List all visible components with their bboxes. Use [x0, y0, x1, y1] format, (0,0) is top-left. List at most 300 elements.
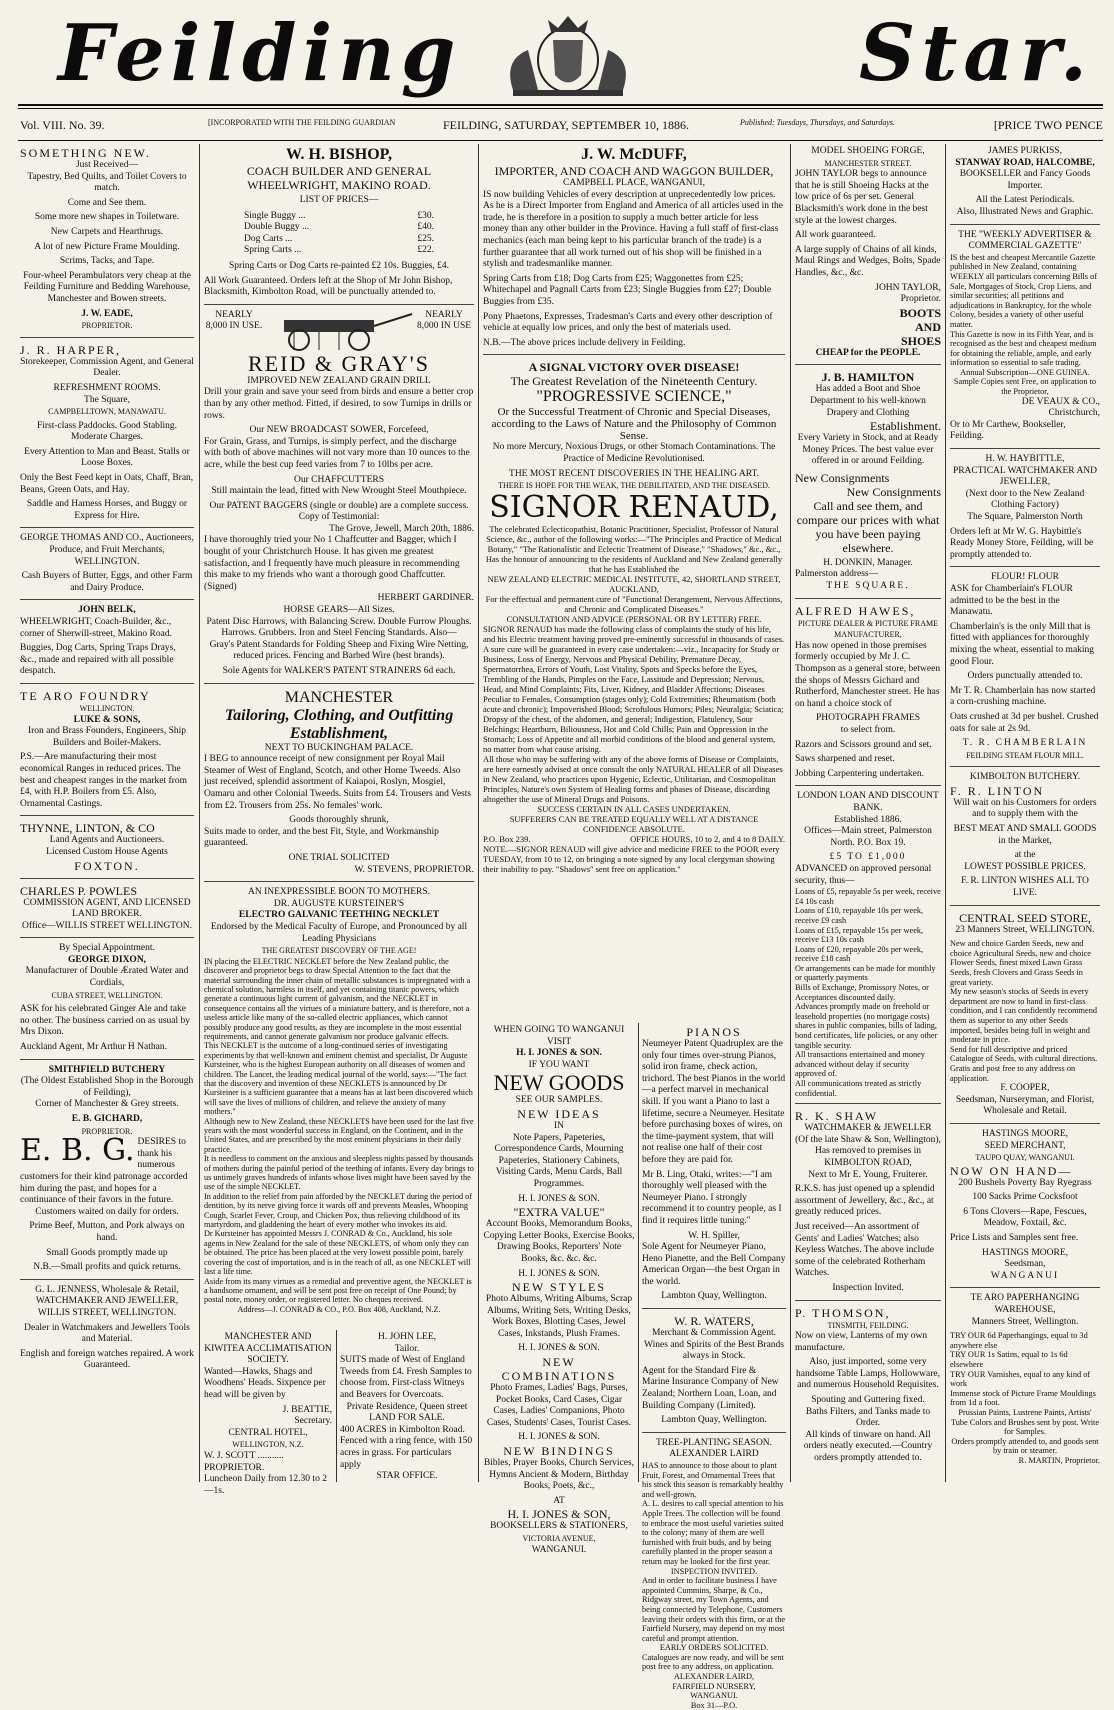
ad-text: All the Latest Periodicals.	[975, 195, 1075, 206]
ad-text: Bibles, Prayer Books, Church Services, Hymns Ancient & Modern, Birthday Books, Poets, &c.,	[483, 1458, 635, 1492]
ad-heading: PHOTOGRAPH FRAMES	[815, 713, 921, 724]
loan-table	[795, 887, 941, 1098]
ad-heading: GEORGE THOMAS AND CO., Auctioneers, Produce, and Fruit Merchants, WELLINGTON.	[20, 533, 194, 567]
ad-paragraph: SIGNOR RENAUD has made the following class of complaints the study of his life, and his Electric treatment having proved pre-eminently successful in thousands of cases. A sure cure will be guaranteed in every case undertaken:—viz., Incapacity for Study or Business, Loss of Energy, Nervous and Physical Debility, Premature Decay, Spermatorrhea, Errors of Youth, Lost Vitality, Spots and Specks before the Eyes, Trembling of the Hands, Pimples on the Face, Lassitude and Depression; Nervous, Head, and Mind Complaints; Fits, Liver, Kidney, and Bladder Affections; Diseases Peculiar to Females, Consumption (stages only); Cold Extremities; Rheumatism (both acute and chronic); Impoverished Blood; Scrofulous Humors; Piles; Neuralgia; Sciatica; Dropsy of the chest, of the abdomen, and general; Indigestion, Flatulency, Sour Belchings; Heartburn, Biliousness, Hot and Cold Chills; Pain and Oppression in the Stomach; Loss of Appetite and all morbid conditions of the blood and general system, no matter from what cause arising.	[483, 623, 785, 754]
ad-heading: REFRESHMENT ROOMS.	[53, 382, 161, 393]
column-rule	[638, 1023, 639, 1482]
ad-text: ASK for his celebrated Ginger Ale and take no other. The business carried on as usual by Mrs Dixon.	[20, 1004, 190, 1038]
ad-text: MANCHESTER STREET.	[824, 158, 912, 168]
ad-text: Has added a Boot and Shoe Department to his well-known Drapery and Clothing	[810, 384, 926, 418]
masthead-rule	[18, 104, 1103, 106]
ad-heading: New Consignments	[846, 484, 941, 499]
ad-text: Sole Agents for WALKER'S PATENT STRAINERS 6d each.	[222, 666, 456, 676]
ad-paragraph: SUCCESS CERTAIN IN ALL CASES UNDERTAKEN.	[537, 803, 731, 814]
ad-item: Some more new shapes in Toiletware.	[34, 212, 180, 223]
advertiser-role: PROPRIETOR.	[81, 321, 133, 331]
dateline-rule	[18, 140, 1103, 141]
ad-heading: MANCHESTER AND KIWITEA ACCLIMATISATION SOCIETY.	[204, 1332, 332, 1366]
ad-text: Storekeeper, Commission Agent, and General Dealer.	[20, 356, 194, 379]
ad-subheading: NEXT TO BUCKINGHAM PALACE.	[264, 742, 414, 753]
ad-text: BOOKSELLERS & STATIONERS,	[490, 1521, 628, 1532]
ad-heading: TE ARO FOUNDRY	[20, 688, 151, 703]
advertiser-name: ALEXANDER LAIRD	[669, 1449, 759, 1460]
ad-text: WELLINGTON, N.Z.	[232, 1440, 304, 1450]
ad-text: Orders punctually attended to.	[967, 671, 1083, 682]
drill-banner	[204, 310, 474, 352]
ad-paragraph: ALEXANDER LAIRD,	[673, 1672, 755, 1682]
ad-paragraph: TRY OUR 1s Satins, equal to 1s 6d elsewhere	[950, 1350, 1068, 1369]
ad-text: P.S.—Are manufacturing their most economical Ranges in reduced prices. The best and cheapest ranges in the market from £4, with H.P. Boilers from £5. Also, Ornamental Castings.	[20, 752, 187, 809]
ad-text: Land Agents and Auctioneers.	[49, 835, 165, 846]
ad-text: Neumeyer Patent Quadruplex are the only four times over-strung Pianos, solid iron frame, check action, trichord. The best Pianos in the world—a perfect marvel in mechanical skill. If you want a Piano to last a lifetime, secure a Neumeyer. Hesitate before purchasing boxes of wires, on the time-payment system, that will not realise one half of their cost before they are paid for.	[642, 1039, 786, 1165]
ad-text: Has removed to premises in KIMBOLTON ROAD,	[814, 1146, 922, 1168]
divider	[950, 1123, 1100, 1124]
ad-text: Spouting and Guttering fixed.	[811, 1395, 925, 1406]
ad-heading: AND	[915, 319, 941, 334]
ad-text: TINSMITH, FEILDING.	[827, 1320, 909, 1330]
ad-text: THE GREATEST DISCOVERY OF THE AGE!	[261, 946, 417, 956]
divider	[642, 1432, 786, 1433]
ad-item: 200 Bushels Poverty Bay Ryegrass	[958, 1177, 1092, 1188]
advertiser-name: H. I. JONES & SON.	[518, 1432, 600, 1443]
ad-text: Sole Agent for Neumeyer Piano, Heno Pianette, and the Bell Company American Organ—the best Organ in the world.	[642, 1242, 786, 1287]
ad-heading: NEW BINDINGS	[503, 1444, 615, 1459]
divider	[20, 337, 194, 338]
ad-text: Has now opened in those premises formerly occupied by Mr J. C. Thompson as a general store, between the shops of Messrs Gichard and Rutherford, Manchester street. He has on hand a choice stock of	[795, 640, 941, 709]
advertiser-name: ALFRED HAWES,	[795, 603, 916, 618]
advertiser-name: H. W. HAYBITTLE,	[985, 454, 1065, 465]
ad-paragraph: Annual Subscription—ONE GUINEA. Sample Copies sent Free, on application to the Proprietor,	[953, 367, 1097, 397]
ad-paragraph: IN placing the ELECTRIC NECKLET before the New Zealand public, the discoverer and proprietor begs to draw Special Attention to the fact that the material surrounding the inner chain of metallic substances is impregnated with a chemical solution, harmless in itself, and yet containing titanic powers, which generate a continuous light current of galvanism, and the NECKLET in consequence contains all the virtues of a miniature battery, and is therefore, not a useless article like many of the so-called electric appliances, which cannot possibly produce any good results, as they are incomplete in the most essential requirements, and cannot generate galvanism nor produce galvanic effects.	[204, 956, 471, 1041]
column-4	[795, 146, 941, 1481]
ad-text: Baths Filters, and Tanks made to Order.	[805, 1406, 931, 1429]
ad-text: JOHN TAYLOR begs to announce that he is still Shoeing Hacks at the low price of 6s per set. General Blacksmith's work done in the best style at the lowest charges.	[795, 169, 929, 226]
divider	[20, 1279, 194, 1280]
ad-text: Lambton Quay, Wellington.	[661, 1291, 767, 1302]
ad-text: Jobbing Carpentering undertaken.	[795, 768, 925, 779]
ad-heading: MODEL SHOEING FORGE,	[811, 146, 925, 156]
ad-paragraph: Immense stock of Picture Frame Mouldings from 1d a foot.	[950, 1388, 1096, 1408]
ad-text: Iron and Brass Founders, Engineers, Ship Builders and Boiler-Makers.	[27, 726, 187, 748]
column-rule	[478, 144, 479, 1482]
ad-text: Patent Disc Harrows, with Balancing Screw. Double Furrow Ploughs. Harrows. Grubbers. Iron and Steel Fencing Standards. Also—	[206, 616, 472, 639]
divider	[20, 815, 194, 816]
divider	[20, 683, 194, 684]
ad-text: Auckland Agent, Mr Arthur H Nathan.	[20, 1042, 167, 1053]
ad-text: Agent for the Standard Fire & Marine Insurance Company of New Zealand; Northern Loan, Loan, and Building Company (Limited).	[642, 1365, 779, 1411]
column-rule	[336, 1330, 337, 1482]
ad-text: to select from.	[840, 725, 896, 735]
masthead-title-right: Star.	[859, 8, 1093, 99]
ad-text: CAMPBELLTOWN, MANAWATU.	[48, 407, 166, 417]
ad-text: Now on view, Lanterns of my own manufacture.	[795, 1331, 928, 1353]
advertiser-name: LUKE & SONS,	[73, 714, 141, 725]
ad-heading: PRACTICAL WATCHMAKER AND JEWELLER,	[952, 465, 1098, 488]
ad-text: Corner of Manchester & Grey streets.	[35, 1099, 179, 1110]
ad-subheading: IMPROVED NEW ZEALAND GRAIN DRILL	[247, 375, 431, 386]
divider	[20, 878, 194, 879]
ad-text: Wanted—Hawks, Shags and Woodhens' Heads. Sixpence per head will be given by	[204, 1366, 326, 1400]
ad-text: Price Lists and Samples sent free.	[950, 1233, 1079, 1244]
ad-heading: FLOUR! FLOUR	[991, 572, 1059, 583]
ad-text: The Square,	[84, 394, 130, 405]
ad-text: Just Received—	[75, 160, 138, 170]
ad-text: STAR OFFICE.	[376, 1471, 438, 1482]
ad-text: Our PATENT BAGGERS (single or double) are a complete success. Copy of Testimonial:	[209, 500, 469, 523]
ad-heading: "EXTRA VALUE"	[513, 1205, 605, 1220]
ad-paragraph: SUFFERERS CAN BE TREATED EQUALLY WELL AT A DISTANCE CONFIDENCE ABSOLUTE.	[509, 813, 759, 834]
ad-item: Small Goods promptly made up	[46, 1247, 168, 1258]
ad-text: F. R. LINTON WISHES ALL TO LIVE.	[961, 876, 1089, 899]
ad-paragraph: And in order to facilitate business I have appointed Cummins, Sharpe, & Co., Ridgway street, my Town Agents, and being connected by Telephone, Customers leaving their orders with this firm, or at the Fairfield Nursery, may depend on my most careful and prompt attention.	[642, 1576, 786, 1643]
ad-text: VICTORIA AVENUE,	[522, 1534, 596, 1543]
ad-text: R.K.S. has just opened up a splendid assortment of Jewellery, &c., &c., at greatly reduced prices.	[795, 1184, 935, 1218]
ad-text: Next to Mr E. Young, Fruiterer.	[808, 1169, 928, 1180]
divider	[20, 527, 194, 528]
divider	[950, 448, 1100, 449]
ad-text: Also, just imported, some very handsome Table Lamps, Hollowware, and numerous Household Requisites.	[796, 1357, 940, 1391]
ad-subheading: CAMPBELL PLACE, WANGANUI,	[563, 178, 705, 188]
ad-text: Established 1886.	[834, 814, 902, 825]
ad-text: Also, Illustrated News and Graphic.	[956, 206, 1094, 217]
ad-paragraph: TRY OUR Varnishes, equal to any kind of work	[950, 1369, 1091, 1389]
ad-item: Saddle and Harness Horses, and Buggy or Express for Hire.	[26, 499, 188, 521]
ad-item: Come and See them.	[67, 197, 147, 208]
tailor-land-ad	[340, 1332, 474, 1482]
ad-text: I BEG to announce receipt of new consignment per Royal Mail Steamer of West of England, Scotch, and other Home Tweeds. Also just received, splendid assortment of Kaiapoi, Roslyn, Mosgiel, Oamaru and other Colonial Tweeds. Suits from £4. Trousers and Vests from £2. Trousers from 25s. No females' work.	[204, 754, 472, 811]
ad-text: The Square, Palmerston North	[967, 512, 1083, 522]
ad-paragraph: New and choice Garden Seeds, new and choice Agricultural Seeds, new and choice Flower Seeds, finest mixed Lawn Grass Seeds, fresh Clovers and Grass Seeds in great variety.	[950, 939, 1091, 987]
divider	[483, 354, 785, 355]
ad-heading: SIGNOR RENAUD,	[489, 489, 779, 525]
masthead-title-left: Feilding	[58, 8, 462, 99]
ad-paragraph: A. L. desires to call special attention to his Apple Trees. The collection will be found to embrace the most useful varieties suited to the colony; many of them are well furnished with fruit buds, and by being carefully planted in the proper season a return may be looked for the first year.	[642, 1499, 784, 1566]
ad-text: Goods thoroughly shrunk,	[289, 815, 389, 826]
acclimatisation-ad	[204, 1332, 332, 1496]
ad-paragraph: Has the honour of announcing to the residents of Auckland and New Zealand generally that he has Established the	[485, 553, 783, 574]
column-rule	[199, 144, 200, 1482]
jones-ad	[483, 1025, 635, 1555]
ad-heading: CHARLES P. POWLES	[20, 883, 138, 898]
ad-heading: Tailoring, Clothing, and Outfitting Establishment,	[224, 706, 454, 742]
ad-paragraph: Dr Kursteiner has appointed Messrs J. CONRAD & Co., Auckland, his sole agents in New Zealand for the sale of these NECKLETS, of whom only they can be obtained. The price has been placed at the very lowest possible point, barely covering the cost of importation, and is in the reach of all, as one NECKLET will last a life time.	[204, 1229, 471, 1277]
ad-text: Wines and Spirits of the Best Brands always in Stock.	[644, 1339, 784, 1362]
ad-text: Buggies, Dog Carts, Spring Traps Drays, &c., made and repaired with all possible despatch.	[20, 643, 176, 677]
ad-paragraph: This NECKLET is the outcome of a long-continued series of investigating experiments by that well-known and eminent chemist and specialist, Dr Auguste Kursteiner, who is the highest European authority on all diseases of women and children. The Lancet, the leading medical journal of the world, says:—"The fact that the discovery and invention of these NECKLETS is announced by Dr Kursteiner is a sufficient guarantee that a means has at last been discovered which will save the lives of millions of children, and relieve the anxiety of many mothers."	[204, 1041, 473, 1117]
ad-paragraph: All communications treated as strictly confidential.	[795, 1079, 922, 1098]
ad-heading: MANCHESTER	[284, 688, 394, 706]
ad-text: Spring Carts from £18; Dog Carts from £25; Waggonettes from £25; Whitechapel and Pagnall Carts from £23; Single Buggies from £27; Double Buggies from £35.	[483, 273, 772, 307]
advertiser-name: HASTINGS MOORE,	[981, 1247, 1069, 1258]
ad-text: Photo Frames, Ladies' Bags, Purses, Pocket Books, Card Cases, Cigar Cases, Ladies' Companions, Photo Cases, Students' Cases, Tourist Cases.	[486, 1383, 632, 1428]
ad-heading: NEW STYLES	[511, 1280, 607, 1295]
ad-text: Still maintain the lead, fitted with New Wrought Steel Mouthpiece.	[211, 486, 467, 497]
ad-text: IN	[553, 1120, 565, 1131]
ad-heading: AN INEXPRESSIBLE BOON TO MOTHERS.	[247, 887, 430, 898]
in-use-left: NEARLY 8,000 IN USE.	[205, 309, 263, 332]
ad-paragraph: All those who may be suffering with any of the above forms of Disease or Complaints, are here earnestly advised at once consult the only NATURAL HEALER of all Diseases in New Zealand, who practices upon Hygenic, Eclectic, Utilitarian, and Cosmopolitan Principles, Nature's own System of Healing forms and phases of Disease, discarding altogether the use of Mineral Drugs and Poisons.	[483, 753, 783, 804]
ad-heading: NEW COMBINATIONS	[501, 1355, 617, 1384]
ad-heading: SHOES	[900, 333, 941, 348]
advertiser-name: W. R. WATERS,	[674, 1314, 754, 1329]
ad-item: Customers waited on daily for orders.	[35, 1206, 179, 1217]
advertiser-name: HASTINGS MOORE,	[981, 1128, 1069, 1139]
price-row: Single Buggy ... £30.	[244, 210, 434, 221]
advertiser-name: J. BEATTIE,	[282, 1404, 332, 1415]
divider	[795, 785, 941, 786]
advertiser-name: E. B. GICHARD,	[71, 1114, 143, 1124]
ad-text: A large supply of Chains of all kinds, Maul Rings and Wedges, Bolts, Spade Handles, &c., &c.	[795, 244, 941, 278]
ad-paragraph: NEW ZEALAND ELECTRIC MEDICAL INSTITUTE, 42, SHORTLAND STREET, AUCKLAND,	[487, 573, 781, 594]
ad-text: IF YOU WANT	[528, 1059, 590, 1070]
ad-heading: LAND FOR SALE.	[369, 1413, 445, 1424]
advertiser-name: W. H. Spiller,	[688, 1230, 740, 1241]
ad-text: Manufacturer of Double Ærated Water and Cordials,	[25, 966, 189, 989]
ad-item: Prime Beef, Mutton, and Pork always on hand.	[29, 1221, 185, 1243]
ad-text: BOOKSELLER and Fancy Goods Importer.	[959, 169, 1091, 191]
ad-item: Tapestry, Bed Quilts, and Toilet Covers to match.	[27, 171, 187, 194]
ad-text: LOWEST POSSIBLE PRICES.	[964, 861, 1086, 872]
ad-text: Every Variety in Stock, and at Ready Money Prices. The best value ever offered in or around Feilding.	[797, 433, 939, 467]
issue-date: FEILDING, SATURDAY, SEPTEMBER 10, 1886.	[443, 118, 690, 132]
advertiser-name: J. W. EADE,	[81, 308, 133, 319]
divider	[950, 905, 1100, 906]
ad-text: Office—WILLIS STREET WELLINGTON.	[22, 920, 192, 931]
ad-paragraph: Catalogues are now ready, and will be sent post free to any address, on application.	[642, 1652, 784, 1672]
ad-text: Or the Successful Treatment of Chronic and Special Diseases, according to the Laws of Nature and the Philosophy of Common Sense.	[491, 406, 777, 443]
ad-text: Chamberlain's is the only Mill that is fitted with appliances for thoroughly mixing the wheat, essential to making good Flour.	[950, 621, 1095, 667]
ad-text: THE MOST RECENT DISCOVERIES IN THE HEALING ART.	[509, 468, 759, 479]
loan-row: Loans of £5, repayable 5s per week, receive £4 10s cash	[795, 887, 941, 906]
divider	[795, 598, 941, 599]
ad-text: Licensed Custom House Agents	[46, 846, 168, 857]
ad-text: TAUPO QUAY, WANGANUI.	[975, 1153, 1075, 1163]
advertiser-name: T. R. CHAMBERLAIN	[962, 738, 1088, 749]
pianos-ad	[642, 1025, 786, 1710]
ad-text: CHEAP for the PEOPLE.	[815, 347, 921, 358]
ad-text: WHEN GOING TO WANGANUI VISIT	[493, 1025, 625, 1047]
ad-text: Establishment.	[870, 419, 941, 434]
ad-heading: BOOTS	[899, 305, 941, 320]
ad-heading: COACH BUILDER AND GENERAL WHEELWRIGHT, MAKINO ROAD.	[246, 164, 432, 192]
ad-text: Drill your grain and save your seed from birds and ensure a better crop than by any other method. Fitted, if desired, to sow Turnips in drills or rows.	[204, 387, 474, 421]
renaud-body	[483, 524, 785, 874]
grain-drill-icon	[264, 310, 414, 352]
ad-paragraph: FAIRFIELD NURSERY,	[672, 1681, 756, 1691]
advertiser-name: H. I. JONES & SON.	[516, 1048, 602, 1059]
ad-text: IS now building Vehicles of every description at unprecedentedly low prices. As he is a Direct Importer from England and America of all articles used in the trade, he is therefore in a position to supply a much better article for less money than any other builder in the Province. Having a full staff of first-class mechanics (each man being kept to his particular branch of the trade) is a further guarantee that all work turned out of his shop will be finished in a stylish and tradesmanlike manner.	[483, 189, 783, 270]
ad-text: WANGANUI	[990, 1270, 1060, 1281]
ad-heading: TE ARO PAPERHANGING WAREHOUSE,	[970, 1293, 1080, 1316]
ad-heading: LONDON LOAN AND DISCOUNT BANK.	[797, 791, 939, 813]
ad-text: (The Oldest Established Shop in the Borough of Feilding),	[20, 1076, 194, 1098]
divider	[642, 1308, 786, 1309]
ad-text: Gray's Patent Standards for Folding Sheep and Fixing Wire Netting, reduced prices. Fencing and Barbed Wire (best brands).	[209, 639, 469, 662]
advertiser-name: JOHN BELK,	[78, 605, 136, 616]
ad-text: ADVANCED on approved personal security, thus—	[795, 863, 932, 886]
laird-body	[642, 1461, 786, 1710]
paper-body	[950, 1331, 1100, 1465]
ad-text: All Work Guaranteed. Orders left at the Shop of Mr John Bishop, Blacksmith, Kimbolton Road, will be punctually attended to.	[204, 275, 453, 298]
price-list-title: LIST OF PRICES—	[299, 195, 379, 205]
ad-paragraph: EARLY ORDERS SOLICITED.	[659, 1643, 769, 1653]
ad-text: Private Residence, Queen street	[346, 1401, 468, 1412]
ad-text: BEST MEAT AND SMALL GOODS in the Market,	[953, 824, 1097, 846]
advertiser-name: JAMES PURKISS,	[988, 146, 1062, 156]
advertiser-name: H. DONKIN, Manager.	[823, 557, 913, 568]
ad-text: 400 ACRES in Kimbolton Road. Fenced with a ring fence, with 150 acres in grass. For particulars apply	[340, 1424, 473, 1470]
ad-paragraph: Aside from its many virtues as a remedial and preventive agent, the NECKLET is a handsome ornament, and will be sent post free on receipt of One Pound; by postal note, money order, or registered letter. No cheques received.	[204, 1276, 472, 1305]
divider	[950, 224, 1100, 225]
masthead	[18, 6, 1103, 102]
ad-paragraph: Orders promptly attended to, and goods sent by train or steamer.	[951, 1436, 1099, 1456]
seed-body	[950, 939, 1100, 1083]
ad-item: N.B.—Small profits and quick returns.	[33, 1262, 181, 1273]
advertiser-name: F. R. LINTON	[950, 783, 1045, 798]
ad-paragraph: Prussian Paints, Lustrene Paints, Artists' Tube Colors and Brushes sent by post. Write for Samples.	[950, 1407, 1100, 1437]
ad-text: Lambton Quay, Wellington.	[661, 1415, 767, 1426]
divider	[795, 364, 941, 365]
ad-heading: THYNNE, LINTON, & CO	[20, 821, 155, 836]
ad-subheading: HORSE GEARS—All Sizes.	[283, 605, 395, 616]
advertiser-name: JOHN TAYLOR,	[875, 282, 941, 293]
ad-text: at the	[1014, 850, 1036, 861]
divider	[204, 881, 474, 882]
advertiser-role: Proprietor.	[900, 294, 941, 305]
ad-text: All work guaranteed.	[795, 230, 876, 241]
advertiser-name: DE VEAUX & CO.,	[1021, 396, 1100, 407]
publication-days: Published: Tuesdays, Thursdays, and Saturdays.	[740, 118, 896, 127]
ad-paragraph: All transactions entertained and money advanced without delay if security approved of.	[795, 1050, 925, 1079]
testimonial: I have thoroughly tried your No 1 Chaffcutter and Bagger, which I bought of your Christchurch House. It has given me greatest satisfaction, and I frequently have much pleasure in recommending this make to my friends who want a thorough good Chaffcutter. (Signed)	[204, 535, 460, 592]
divider	[950, 566, 1100, 567]
ad-paragraph: NOTE.—SIGNOR RENAUD will give advice and medicine FREE to the POOR every TUESDAY, from 10 to 12, on bringing a note signed by any local clergyman showing their inability to pay. "Shadows" sent free on application."	[483, 843, 780, 874]
ad-text: Photo Albums, Writing Albums, Scrap Albums, Writing Sets, Writing Desks, Work Boxes, Blotting Cases, Jewel Cases, Inkstands, Plush Frames.	[485, 1294, 633, 1339]
ad-heading: SMITHFIELD BUTCHERY	[48, 1064, 166, 1075]
ad-paragraph: WANGANUI.	[690, 1691, 738, 1701]
ad-text: (Of the late Shaw & Son, Wellington),	[795, 1134, 941, 1145]
ad-item: Scrims, Tacks, and Tape.	[59, 256, 155, 267]
ad-text: FEILDING STEAM FLOUR MILL.	[966, 750, 1084, 760]
ad-heading: PIANOS	[686, 1025, 742, 1039]
incorporated-note: [INCORPORATED WITH THE FEILDING GUARDIAN	[208, 118, 396, 127]
ad-text: WANGANUI.	[531, 1544, 587, 1555]
ad-item: Only the Best Feed kept in Oats, Chaff, Bran, Beans, Green Oats, and Hay.	[20, 473, 194, 495]
ad-text: By Special Appointment.	[59, 943, 155, 954]
ad-heading: New Consignments	[795, 470, 890, 485]
advertiser-name: GEORGE DIXON,	[67, 954, 147, 965]
ad-heading: A SIGNAL VICTORY OVER DISEASE!	[528, 360, 740, 375]
ad-text: DR. AUGUSTE KURSTEINER'S	[273, 898, 405, 909]
ad-text: Seedsman, Nurseryman, and Florist, Wholesale and Retail.	[955, 1094, 1095, 1117]
advertiser-name: H. I. JONES & SON.	[518, 1343, 600, 1354]
advertiser-name: H. I. JONES & SON.	[518, 1193, 600, 1204]
advertiser-role: PROPRIETOR.	[81, 1126, 133, 1136]
ad-text: Cash Buyers of Butter, Eggs, and other Farm and Dairy Produce.	[21, 571, 193, 593]
ad-text: Call and see them, and compare our prices with what you have been paying elsewhere.	[796, 498, 940, 555]
advertiser-name: H. I. JONES & SON,	[507, 1507, 611, 1522]
ad-text: Offices—Main street, Palmerston North. P.O. Box 19.	[804, 826, 932, 848]
ad-heading: "PROGRESSIVE SCIENCE,"	[536, 388, 732, 406]
ad-item: Four-wheel Perambulators very cheap at the Feilding Furniture and Bedding Warehouse, Manchester and Bowen streets.	[23, 270, 191, 304]
ad-text: The Grove, Jewell, March 20th, 1886.	[329, 523, 474, 534]
ad-heading: G. L. JENNESS, Wholesale & Retail, WATCHMAKER AND JEWELLER, WILLIS STREET, WELLINGTON.	[35, 1284, 179, 1318]
loan-row: Loans of £10, repayable 10s per week, receive £9 cash	[795, 906, 924, 925]
ad-paragraph: In addition to the relief from pain afforded by the NECKLET during the period of dentition, by its nerve giving force it wards off and prevents Measles, Whooping Cough, Scarlet Fever, Croup, and Chicken Pox, thus relieving childhood of its martyrdom, and gladdening the heart of every mother who invokes its aid.	[204, 1191, 472, 1230]
price-list	[244, 211, 434, 257]
ad-text: Christchurch,	[1048, 408, 1100, 419]
ad-text: Or to Mr Carthew, Bookseller, Feilding.	[950, 419, 1066, 442]
ad-text: Inspection Invited.	[832, 1282, 904, 1293]
ad-heading: NEW GOODS	[493, 1070, 625, 1096]
divider	[950, 1287, 1100, 1288]
column-1	[20, 146, 194, 1481]
ad-text: ASK for Chamberlain's FLOUR admitted to be the best in the Manawatu.	[950, 583, 1073, 618]
coat-of-arms-icon	[493, 10, 643, 98]
ad-heading: NOW ON HAND—	[950, 1163, 1073, 1178]
column-rule	[945, 144, 946, 1482]
advertiser-name: H. I. JONES & SON.	[518, 1268, 600, 1279]
ad-text: AT	[553, 1495, 565, 1506]
advertiser-name: W. H. BISHOP,	[286, 146, 392, 163]
divider	[204, 304, 474, 305]
ad-item: New Carpets and Hearthrugs.	[50, 226, 164, 237]
ad-paragraph: TRY OUR 6d Paperhangings, equal to 3d anywhere else	[950, 1331, 1088, 1350]
ad-item: 6 Tons Clovers—Rape, Fescues, Meadow, Foxtail, &c.	[963, 1206, 1087, 1229]
price-row: Dog Carts ... £25.	[244, 233, 434, 244]
ad-paragraph: Or arrangements can be made for monthly or quarterly payments	[795, 963, 936, 983]
ad-heading: KIMBOLTON BUTCHERY.	[969, 772, 1081, 783]
ad-paragraph: Although new to New Zealand, these NECKLETS have been used for the last five years with the most wonderful success in England, on the Continent, and in the United States, and are prescribed by the most eminent physicians in their daily practice.	[204, 1116, 474, 1154]
ad-text: 23 Manners Street, WELLINGTON.	[955, 924, 1095, 935]
column-2	[204, 146, 474, 1481]
advertiser-role: Secretary.	[294, 1416, 332, 1427]
ad-text: English and foreign watches repaired. A work Guaranteed.	[20, 1348, 194, 1371]
ad-text: WHEELWRIGHT, Coach-Builder, &c., corner of Sherwill-street, Makino Road.	[20, 617, 172, 639]
ad-text: Suits made to order, and the best Fit, Style, and Workmanship guaranteed.	[204, 826, 439, 849]
ad-text: WELLINGTON.	[79, 703, 135, 713]
ad-text: Seedsman,	[1004, 1259, 1046, 1270]
advertiser-name: J. B. HAMILTON	[821, 370, 915, 385]
ad-heading: REID & GRAY'S	[248, 350, 430, 376]
ad-subheading: Our NEW BROADCAST SOWER, Forcefeed,	[249, 425, 429, 436]
volume-number: Vol. VIII. No. 39.	[20, 118, 105, 132]
ad-paragraph: The celebrated Eclecticopathist, Botanic Practitioner, Specialist, Professor of Natural Science, &c., author of the following works:—"The Principles and Practice of Medical Botany," "The Rationalistic and Eclectic Treatment of Disease," "Shadows," &c., &c.,	[486, 523, 782, 554]
ad-text: Just received—An assortment of Gents' and Ladies' Watches; also Keyless Watches. The above include some of the celebrated Rotherham Watches.	[795, 1221, 934, 1279]
ad-paragraph: Advances promptly made on freehold or leasehold properties (no mortgage costs) shares in public companies, bills of lading, bond certificates, life policies, or any other tangible security.	[795, 1002, 938, 1050]
ad-paragraph: This Gazette is now in its Fifth Year, and is recognised as the best and cheapest medium for obtaining the reliable, ample, and early information so essential to safe trading.	[950, 329, 1097, 368]
ad-text: WATCHMAKER & JEWELLER	[804, 1123, 932, 1134]
advertiser-name: P. THOMSON,	[795, 1305, 891, 1320]
ad-paragraph: CONSULTATION AND ADVICE (PERSONAL OR BY LETTER) FREE.	[506, 613, 762, 624]
ad-text: All kinds of tinware on hand. All orders neatly executed.—Country orders promptly attended to.	[803, 1429, 933, 1464]
testimonial-author: HERBERT GARDINER.	[377, 593, 474, 604]
ad-text: THERE IS HOPE FOR THE WEAK, THE DEBILITATED, AND THE DISEASED.	[498, 481, 770, 491]
ad-text: THE SQUARE.	[826, 581, 910, 592]
ad-text: Luncheon Daily from 12.30 to 2—1s.	[204, 1474, 327, 1496]
ad-paragraph: It is needless to comment on the anxious and sleepless nights passed by thousands of mothers during the painful period of the teething of infants. Every day brings to us untimely graves hundreds of infants whose lives might have been saved by the use of the simple NECKLET.	[204, 1154, 474, 1192]
price-row: Spring Carts ... £22.	[244, 245, 434, 256]
divider	[795, 1103, 941, 1104]
divider	[204, 683, 474, 684]
ad-text: DESIRES to thank his numerous customers for their kind patronage accorded him during the past, and hopes for a continuance of their favors in the future.	[20, 1137, 188, 1206]
ad-text: W. J. SCOTT ........... PROPRIETOR.	[204, 1450, 284, 1473]
ad-text: Palmerston address—	[795, 569, 879, 580]
ad-text: Spring Carts or Dog Carts re-painted £2 10s. Buggies, £4.	[228, 260, 450, 271]
ad-text: Will wait on his Customers for orders and to supply them with the	[953, 797, 1097, 820]
ad-heading: THE "WEEKLY ADVERTISER & COMMERCIAL GAZETTE"	[958, 229, 1092, 252]
ad-paragraph: Send for full descriptive and priced Catalogue of Seeds, with cultural directions. Gratis and post free to any address on application.	[950, 1044, 1098, 1083]
